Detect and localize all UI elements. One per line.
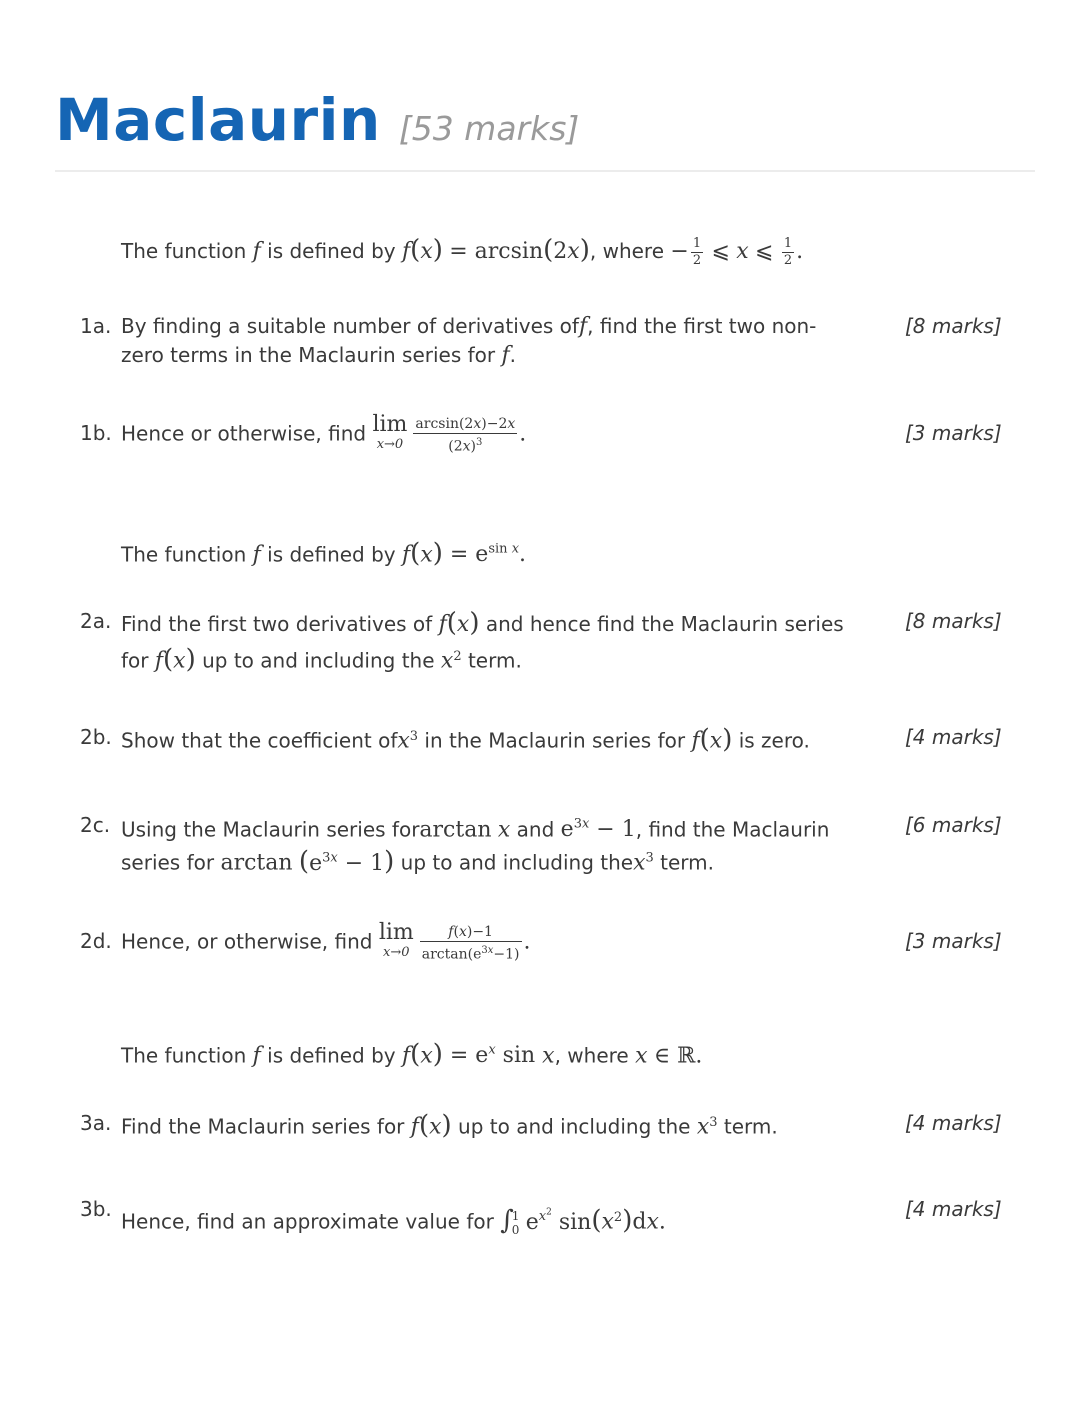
question-marks: [3 marks] bbox=[905, 421, 1002, 445]
question-number: 3b. bbox=[80, 1197, 112, 1221]
total-marks: [53 marks] bbox=[398, 109, 580, 148]
fraction: $\frac{\arcsin(2x)-2x}{(2x)^3}$ bbox=[415, 415, 516, 455]
question-marks: [6 marks] bbox=[905, 813, 1002, 837]
limit: lim x→0 bbox=[378, 920, 414, 960]
section-2-intro: The function f is defined by $f(x) = e^{sin x}$. bbox=[121, 538, 527, 569]
question-text: Find the first two derivatives of f(x) and hence find the Maclaurin series for f(x) up to and including the $x^2$ term. bbox=[121, 608, 844, 675]
question-number: 2b. bbox=[80, 725, 112, 749]
math: f bbox=[252, 239, 261, 264]
page-title: Maclaurin bbox=[55, 86, 381, 154]
question-number: 2a. bbox=[80, 609, 112, 633]
question-text: Hence, find an approximate value for ∫ 1 0 $e^{x^2}$ $\sin(x^2)dx$. bbox=[121, 1205, 666, 1238]
header-divider bbox=[55, 170, 1035, 172]
question-marks: [3 marks] bbox=[905, 929, 1002, 953]
question-text: Show that the coefficient ofx$^3$ in the Maclaurin series for f(x) is zero. bbox=[121, 724, 810, 755]
fraction: $\frac{1}{2}$ bbox=[783, 236, 793, 268]
fraction: $\frac{f(x)-1}{\arctan(e^{3x}-1)}$ bbox=[421, 923, 520, 963]
question-marks: [4 marks] bbox=[905, 1197, 1002, 1221]
question-number: 2c. bbox=[80, 813, 111, 837]
question-marks: [8 marks] bbox=[905, 609, 1002, 633]
question-marks: [4 marks] bbox=[905, 725, 1002, 749]
fraction: $\frac{1}{2}$ bbox=[692, 236, 702, 268]
limit: lim x→0 bbox=[372, 412, 408, 452]
question-marks: [8 marks] bbox=[905, 314, 1002, 338]
question-text: Find the Maclaurin series for f(x) up to and including the $x^3$ term. bbox=[121, 1110, 778, 1141]
question-number: 2d. bbox=[80, 929, 112, 953]
question-text: Using the Maclaurin series forarctan x and $e^{3x} - 1$, find the Maclaurin series for $\arctan (e^{3x} - 1)$ up to and including thex$^3$ term. bbox=[121, 817, 830, 877]
integral: ∫ bbox=[500, 1205, 514, 1236]
section-1-intro: The function f is defined by f(x) = arcsin(2x), where − $\frac{1}{2}$ ⩽ x ⩽ $\frac{1}{2}$ . bbox=[121, 235, 804, 268]
question-number: 3a. bbox=[80, 1111, 112, 1135]
question-marks: [4 marks] bbox=[905, 1111, 1002, 1135]
question-text: Hence, or otherwise, find lim x→0 $\frac{f(x)-1}{\arctan(e^{3x}-1)}$ . bbox=[121, 920, 531, 963]
question-text: By finding a suitable number of derivatives off, find the first two non- zero terms in the Maclaurin series for f. bbox=[121, 314, 817, 368]
section-3-intro: The function f is defined by $f(x) = e^x$ sin x, where x ∈ ℝ. bbox=[121, 1039, 703, 1070]
question-text: Hence or otherwise, find lim x→0 $\frac{\arcsin(2x)-2x}{(2x)^3}$ . bbox=[121, 412, 527, 455]
page-header bbox=[55, 86, 1035, 154]
math: f bbox=[402, 239, 411, 264]
question-number: 1b. bbox=[80, 421, 112, 445]
question-number: 1a. bbox=[80, 314, 112, 338]
